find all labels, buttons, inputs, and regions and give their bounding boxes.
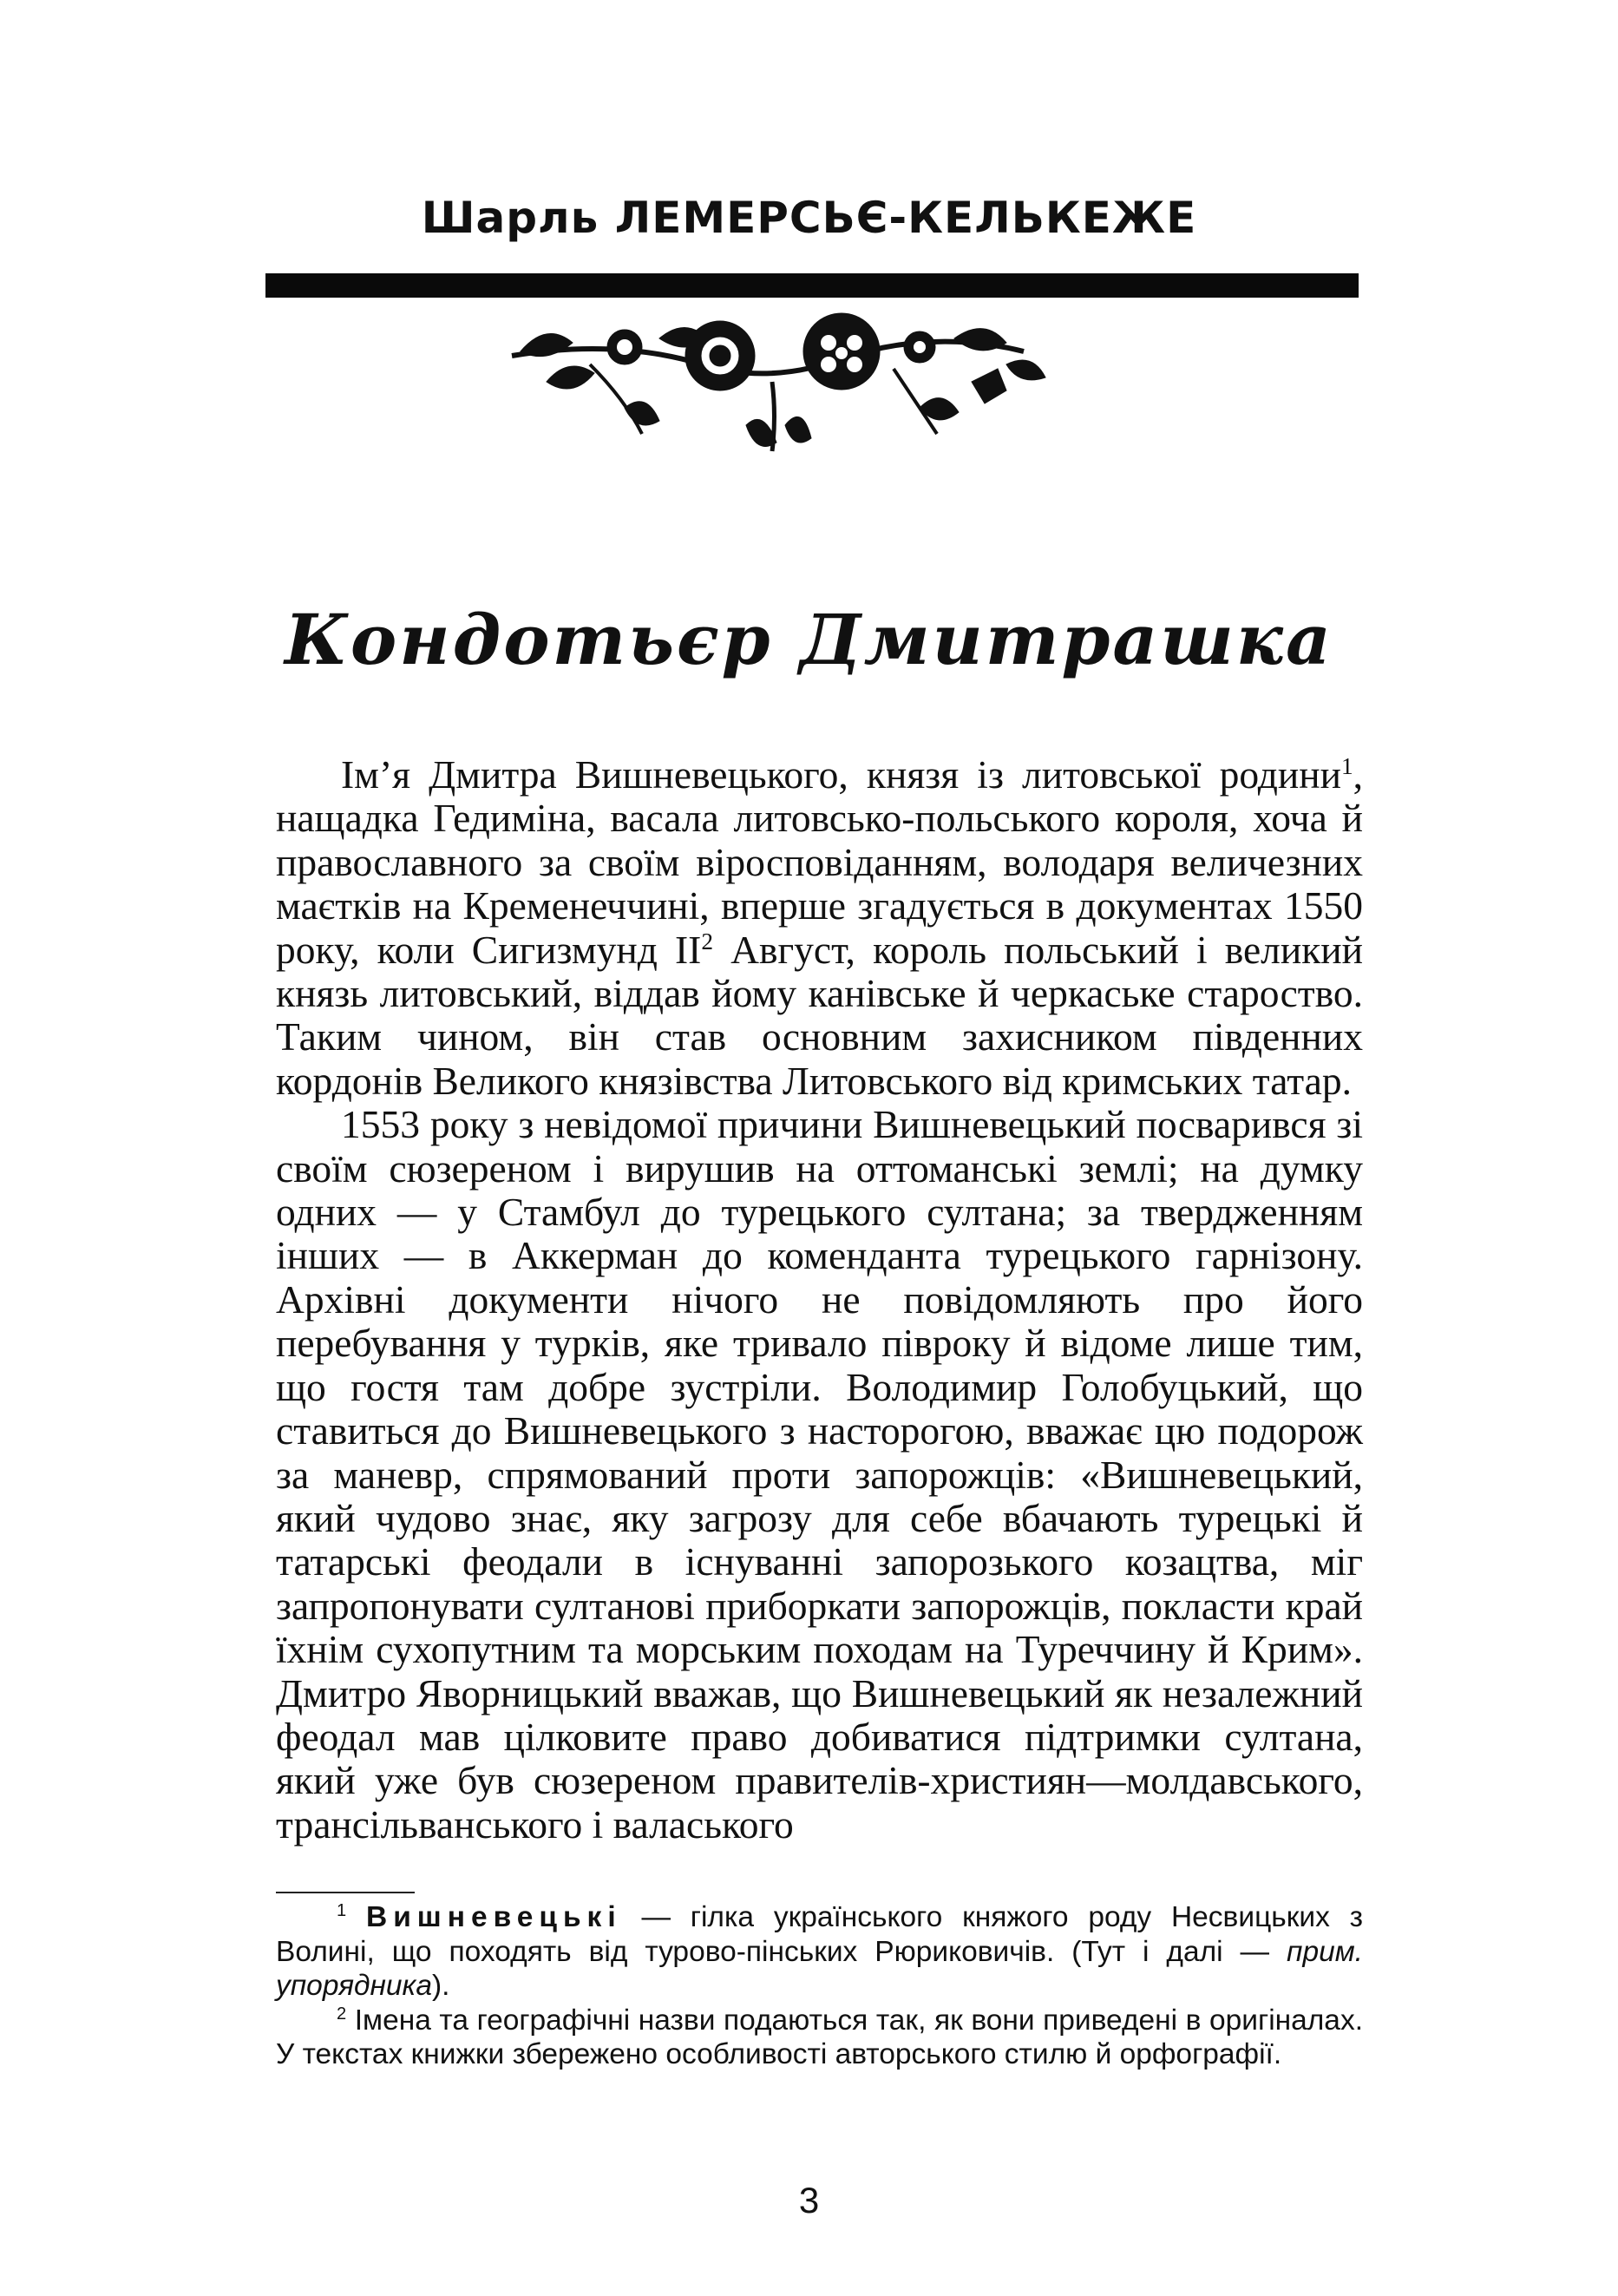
footnote-1-end: ). — [432, 1970, 450, 2002]
footnote-separator — [276, 1892, 415, 1893]
footnote-2-text: Імена та географічні назви подаються так, як вони приведені в оригіналах. У текстах книжки збережено особливості авторського стилю й орфографії. — [276, 2004, 1363, 2070]
paragraph-1-part-c: Август, король польський і великий князь литовський, віддав йому канівське й черкаське староство. Таким чином, він став основним захисником південних кордонів Великого князівства Литовського від кримських татар. — [276, 927, 1364, 1103]
header-rule — [265, 273, 1359, 298]
footnotes — [276, 1900, 1363, 2072]
body-text — [276, 753, 1363, 1847]
footnote-2-number: 2 — [337, 2004, 347, 2024]
footnote-ref-2: 2 — [701, 928, 713, 954]
paragraph-1-part-b: , нащадка Гедиміна, васала литовсько-польського короля, хоча й православного за своїм віросповіданням, володаря величезних маєтків на Кременеччині, вперше згадується в документах 1550 року, коли Сигизмунд II — [276, 752, 1363, 972]
footnote-1 — [276, 1900, 1363, 2004]
footnote-1-text: — гілка українського княжого роду Несвицьких з Волині, що походять від турово-пінських Рюриковичів. (Тут і далі — — [276, 1901, 1364, 1968]
chapter-title: Кондотьєр Дмитрашка — [285, 599, 1333, 680]
floral-ornament-icon — [486, 304, 1050, 460]
paragraph-2: 1553 року з невідомої причини Вишневецький посварився зі своїм сюзереном і вирушив на оттоманські землі; на думку одних — у Стамбул до турецького султана; за твердженням інших — в Аккерман до коменданта турецького гарнізону. Архівні документи нічого не повідомляють про його перебування у турків, яке тривало півроку й відоме лише тим, що гостя там добре зустріли. Володимир Голобуцький, що ставиться до Вишневецького з насторогою, вважає цю подорож за маневр, спрямований проти запорожців: «Вишневецький, який чудово знає, яку загрозу для себе вбачають турецькі й татарські феодали в існуванні запорозького козацтва, міг запропонувати султанові приборкати запорожців, покласти край їхнім сухопутним та морським походам на Туреччину й Крим». Дмитро Яворницький вважав, що Вишневецький як незалежний феодал мав цілковите право добиватися підтримки султана, який уже був сюзереном правителів-християн—молдавського, трансільванського і валаського — [276, 1102, 1363, 1847]
footnote-ref-1: 1 — [1340, 752, 1353, 779]
paragraph-1-part-a: Ім’я Дмитра Вишневецького, князя із литовської родини — [341, 752, 1341, 797]
author-name: Шарль ЛЕМЕРСЬЄ-КЕЛЬКЕЖЕ — [421, 193, 1197, 243]
footnote-1-term: Вишневецькі — [366, 1901, 622, 1933]
footnote-2 — [276, 2004, 1363, 2072]
page-number: 3 — [798, 2180, 820, 2221]
paragraph-1 — [276, 753, 1363, 1103]
footnote-1-number: 1 — [337, 1900, 347, 1920]
footnote-1-note: прим. упорядника — [276, 1935, 1363, 2002]
